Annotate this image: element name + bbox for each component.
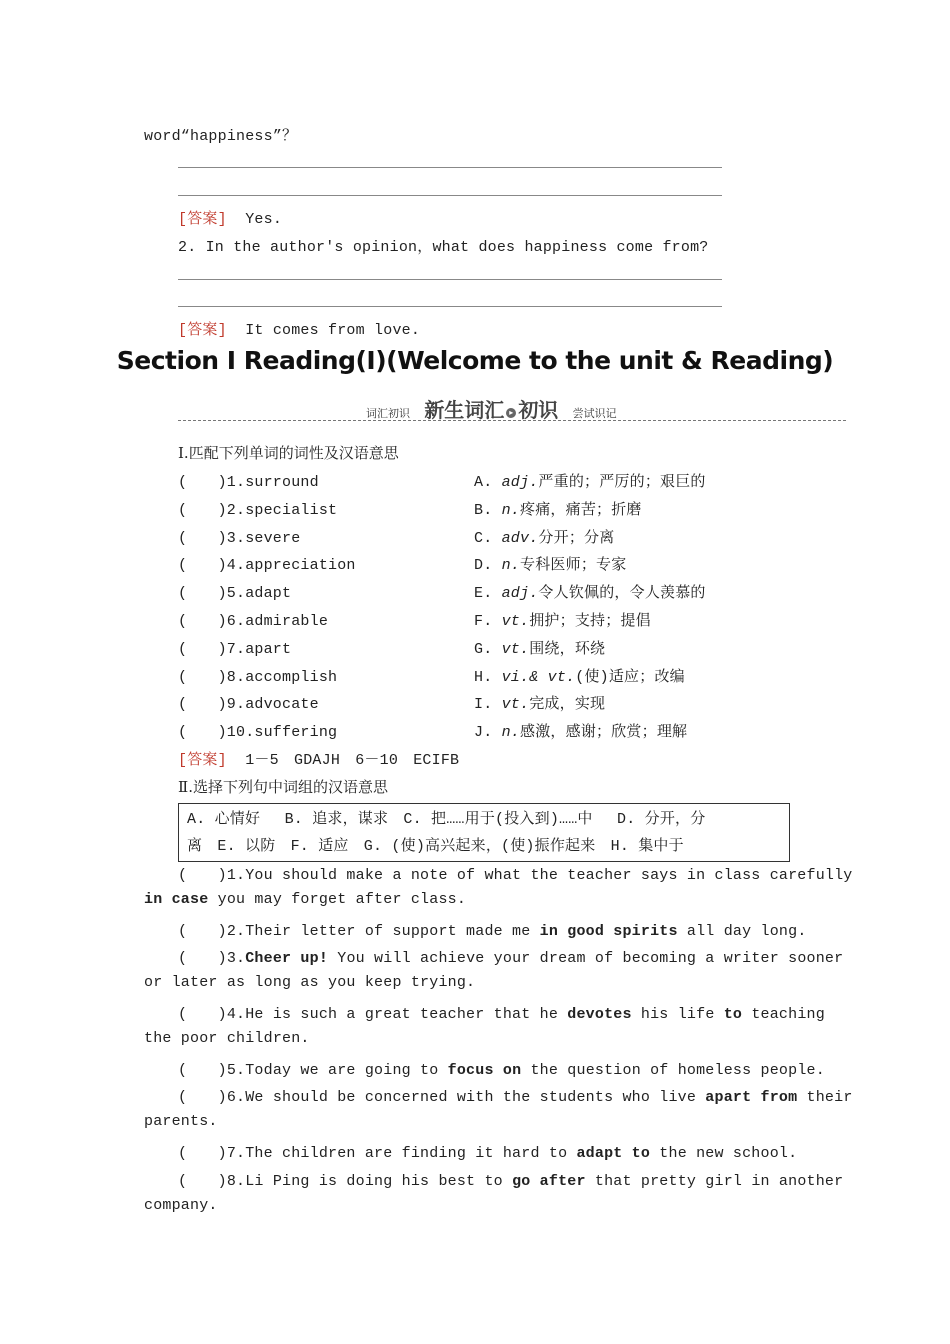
options-line-1: A. 心情好 B. 追求，谋求 C. 把……用于(投入到)……中 D. 分开，分 <box>187 811 706 828</box>
meaning-text: 完成，实现 <box>529 696 606 714</box>
answer-line <box>178 279 722 280</box>
sentence-continuation <box>144 891 466 908</box>
meaning-text: 拥护；支持；提倡 <box>529 613 651 630</box>
word-item: ( )9.advocate <box>178 696 319 714</box>
sentence-continuation: company. <box>144 1196 218 1214</box>
sentence-text: 2.Their letter of support made me <box>226 922 540 940</box>
sentence-text: the question of homeless people. <box>521 1061 825 1079</box>
meaning-text: 围绕，环绕 <box>529 640 606 658</box>
banner-left-label: 词汇初识 <box>366 407 410 420</box>
meaning-item <box>474 637 605 658</box>
answer-2 <box>178 318 420 339</box>
answer-line <box>178 167 722 168</box>
sentence-text: teaching <box>742 1006 825 1023</box>
sentence-item <box>178 919 807 940</box>
meaning-text: 感激，感谢；欣赏；理解 <box>520 724 688 742</box>
answer-line <box>178 195 722 196</box>
meaning-item <box>474 692 605 713</box>
meaning-item <box>474 526 614 547</box>
sentence-item <box>178 946 843 967</box>
sentence-item <box>178 1085 853 1106</box>
options-box <box>178 803 790 862</box>
answer-tag: [答案] <box>178 752 227 769</box>
answer-blank: ( ) <box>178 950 227 968</box>
meaning-letter: E. <box>474 585 493 603</box>
question-2: 2. In the author's opinion，what does happiness come from? <box>178 239 709 256</box>
sentence-text: 3. <box>226 950 246 968</box>
meaning-letter: I. <box>474 696 493 714</box>
sentence-item <box>178 1141 797 1162</box>
answer-text: 1－5 GDAJH 6－10 ECIFB <box>245 752 460 769</box>
key-phrase: in good spirits <box>539 922 678 940</box>
sentence-continuation: the poor children. <box>144 1029 310 1047</box>
word-item: ( )2.specialist <box>178 501 338 519</box>
options-line-2: 离 E. 以防 F. 适应 G. (使)高兴起来，(使)振作起来 H. 集中于 <box>187 838 684 855</box>
meaning-item <box>474 720 687 741</box>
meaning-letter: C. <box>474 529 493 547</box>
part-of-speech: n. <box>501 501 521 519</box>
word-item: ( )6.admirable <box>178 613 329 630</box>
meaning-letter: F. <box>474 613 493 630</box>
meaning-item <box>474 553 626 574</box>
key-phrase: focus on <box>447 1061 522 1079</box>
meaning-text: 专科医师；专家 <box>520 557 627 575</box>
question-continuation: word“happiness”？ <box>144 128 298 145</box>
meaning-text: 严重的；严厉的；艰巨的 <box>538 474 706 491</box>
key-phrase: adapt to <box>576 1145 651 1162</box>
meaning-letter: J. <box>474 724 493 742</box>
meaning-letter: H. <box>474 668 493 686</box>
key-phrase: go after <box>512 1172 586 1190</box>
meaning-item <box>474 665 685 686</box>
part-of-speech: vt. <box>501 640 530 658</box>
part-of-speech: vt. <box>501 696 530 714</box>
sentence-item <box>178 1002 825 1023</box>
word-item: ( )5.adapt <box>178 585 292 603</box>
sentence-text: 4.He is such a great teacher that he <box>226 1006 568 1023</box>
meaning-item <box>474 609 651 630</box>
word-item: ( )7.apart <box>178 640 292 658</box>
sentence-text: his life <box>631 1006 724 1023</box>
key-phrase: apart from <box>705 1089 798 1107</box>
word-item: ( )1.surround <box>178 474 319 491</box>
sentence-text: 1.You should make a note of what the teacher says in class carefully <box>226 867 853 884</box>
answer-text: It comes from love. <box>245 322 421 339</box>
part1-heading: Ⅰ.匹配下列单词的词性及汉语意思 <box>178 444 399 462</box>
answer-1 <box>178 207 282 228</box>
part-of-speech: adj. <box>501 474 539 491</box>
answer-blank: ( ) <box>178 1061 227 1079</box>
part1-answer <box>178 748 459 769</box>
sentence-continuation: or later as long as you keep trying. <box>144 974 476 992</box>
word-item: ( )4.appreciation <box>178 557 356 575</box>
meaning-letter: G. <box>474 640 493 658</box>
sentence-text: 6.We should be concerned with the students who live <box>226 1089 706 1107</box>
part-of-speech: n. <box>501 724 521 742</box>
word-item: ( )8.accomplish <box>178 668 338 686</box>
section-title: Section Ⅰ Reading(Ⅰ)(Welcome to the unit & Reading) <box>116 346 834 375</box>
banner-main-label: 新生词汇 <box>424 398 505 422</box>
meaning-text: 令人钦佩的，令人羡慕的 <box>538 585 706 603</box>
banner-divider <box>178 420 846 421</box>
key-phrase: in case <box>144 890 209 908</box>
answer-blank: ( ) <box>178 1145 227 1162</box>
meaning-letter: B. <box>474 501 493 519</box>
arrow-circle-icon: ▸ <box>506 408 516 418</box>
answer-blank: ( ) <box>178 1172 227 1190</box>
answer-line <box>178 306 722 307</box>
part-of-speech: vi.& vt. <box>501 668 576 686</box>
vocab-banner <box>366 394 617 423</box>
part-of-speech: n. <box>501 557 521 575</box>
sentence-text: the new school. <box>650 1145 798 1162</box>
key-phrase: Cheer up! <box>245 950 329 968</box>
part2-heading: Ⅱ.选择下列句中词组的汉语意思 <box>178 778 388 796</box>
part-of-speech: vt. <box>501 613 530 630</box>
sentence-text: their <box>797 1089 853 1107</box>
word-item: ( )3.severe <box>178 529 301 547</box>
answer-blank: ( ) <box>178 1089 227 1107</box>
part-of-speech: adj. <box>501 585 539 603</box>
sentence-text: 8.Li Ping is doing his best to <box>226 1172 513 1190</box>
meaning-item <box>474 470 706 491</box>
meaning-letter: D. <box>474 557 493 575</box>
banner-right-label: 尝试识记 <box>572 407 617 420</box>
sentence-text: You will achieve your dream of becoming a writer sooner <box>328 950 844 968</box>
answer-text: Yes. <box>245 211 283 228</box>
part-of-speech: adv. <box>501 529 539 547</box>
sentence-item <box>178 1169 843 1190</box>
sentence-text: you may forget after class. <box>208 890 467 908</box>
answer-blank: ( ) <box>178 1006 227 1023</box>
answer-tag: [答案] <box>178 322 227 339</box>
answer-blank: ( ) <box>178 922 227 940</box>
meaning-letter: A. <box>474 474 493 491</box>
answer-blank: ( ) <box>178 867 227 884</box>
key-phrase: to <box>723 1006 743 1023</box>
sentence-item <box>178 863 853 884</box>
sentence-text: 7.The children are finding it hard to <box>226 1145 577 1162</box>
meaning-item <box>474 581 706 602</box>
sentence-text: all day long. <box>677 922 807 940</box>
meaning-item <box>474 498 642 519</box>
sentence-continuation: parents. <box>144 1113 218 1131</box>
meaning-text: 分开；分离 <box>538 529 615 547</box>
sentence-item <box>178 1058 825 1079</box>
answer-tag: [答案] <box>178 211 227 228</box>
banner-main-end: 初识 <box>518 398 559 422</box>
key-phrase: devotes <box>567 1006 632 1023</box>
sentence-text: 5.Today we are going to <box>226 1061 448 1079</box>
meaning-text: (使)适应；改编 <box>575 668 685 686</box>
word-item: ( )10.suffering <box>178 724 338 742</box>
sentence-text: that pretty girl in another <box>585 1172 844 1190</box>
meaning-text: 疼痛，痛苦；折磨 <box>520 501 642 519</box>
